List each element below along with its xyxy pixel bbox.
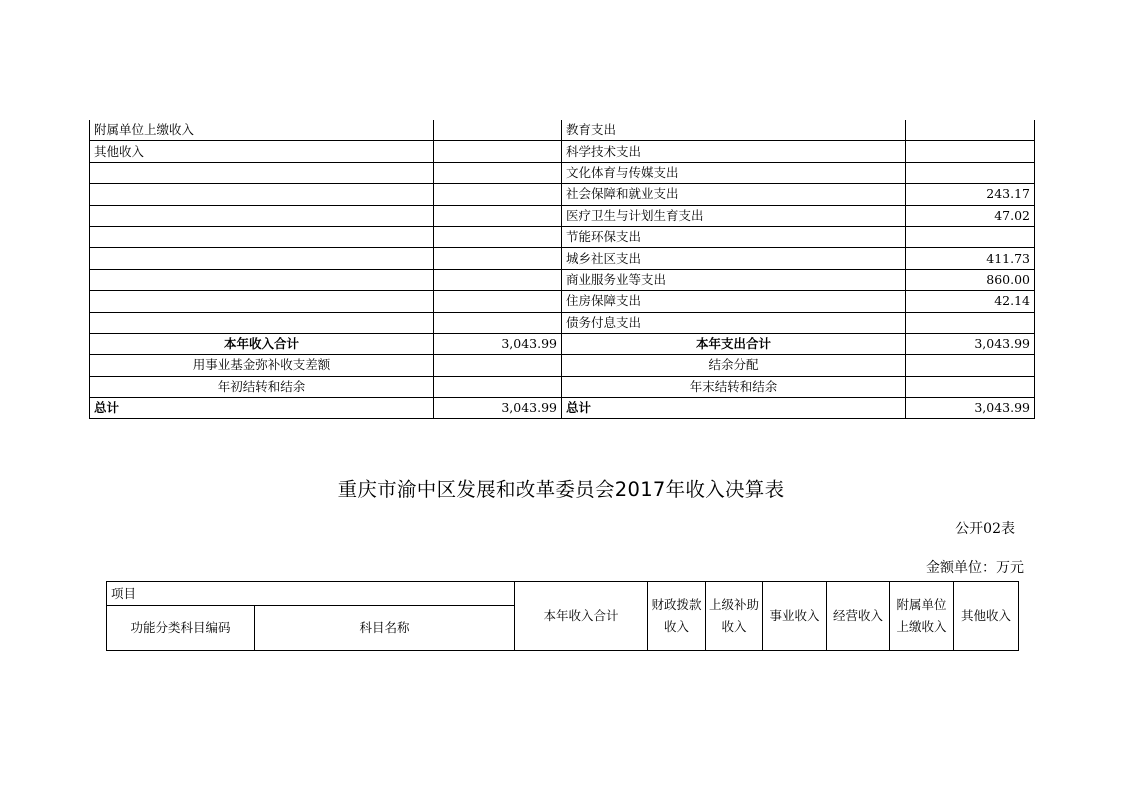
table-row	[90, 120, 1035, 141]
income-amount-cell	[434, 269, 562, 290]
income-item-cell	[90, 248, 434, 269]
expense-item-cell: 社会保障和就业支出	[562, 184, 906, 205]
grand-total-expense-value: 3,043.99	[906, 398, 1035, 419]
expense-item-cell: 科学技术支出	[562, 141, 906, 162]
expense-amount-cell	[906, 120, 1035, 141]
summary-totals	[90, 333, 1035, 419]
amount-unit: 金额单位：万元	[926, 560, 1024, 576]
function-code-header: 功能分类科目编码	[107, 606, 255, 651]
expense-item-cell: 医疗卫生与计划生育支出	[562, 205, 906, 226]
expense-item-cell: 住房保障支出	[562, 291, 906, 312]
income-item-cell	[90, 269, 434, 290]
table-row	[90, 248, 1035, 269]
income-amount-cell	[434, 226, 562, 247]
expense-item-cell: 节能环保支出	[562, 226, 906, 247]
year-expense-total-label: 本年支出合计	[562, 333, 906, 354]
form-number: 公开02表	[955, 521, 1015, 537]
grand-total-row	[90, 398, 1035, 419]
closing-balance-label: 年末结转和结余	[562, 376, 906, 397]
income-amount-cell	[434, 141, 562, 162]
income-item-cell: 其他收入	[90, 141, 434, 162]
superior-subsidy-header: 上级补助收入	[706, 582, 763, 651]
income-amount-cell	[434, 312, 562, 333]
expense-item-cell: 商业服务业等支出	[562, 269, 906, 290]
expense-amount-cell: 47.02	[906, 205, 1035, 226]
closing-balance-value	[906, 376, 1035, 397]
summary-table-body	[90, 120, 1035, 333]
income-amount-cell	[434, 120, 562, 141]
other-income-header: 其他收入	[954, 582, 1019, 651]
table-row	[90, 269, 1035, 290]
fund-offset-value	[434, 355, 562, 376]
grand-total-income-label: 总计	[90, 398, 434, 419]
income-amount-cell	[434, 291, 562, 312]
expense-item-cell: 教育支出	[562, 120, 906, 141]
expense-amount-cell: 243.17	[906, 184, 1035, 205]
table-row	[90, 205, 1035, 226]
grand-total-expense-label: 总计	[562, 398, 906, 419]
table-row	[90, 141, 1035, 162]
year-income-total-value: 3,043.99	[434, 333, 562, 354]
expense-amount-cell: 42.14	[906, 291, 1035, 312]
table-row	[90, 312, 1035, 333]
year-income-total-header: 本年收入合计	[515, 582, 648, 651]
report-title: 重庆市渝中区发展和改革委员会2017年收入决算表	[337, 478, 785, 501]
expense-amount-cell	[906, 162, 1035, 183]
income-item-cell	[90, 205, 434, 226]
income-item-cell	[90, 184, 434, 205]
fund-offset-label: 用事业基金弥补收支差额	[90, 355, 434, 376]
income-amount-cell	[434, 162, 562, 183]
expense-amount-cell: 411.73	[906, 248, 1035, 269]
expense-item-cell: 城乡社区支出	[562, 248, 906, 269]
table-row	[90, 184, 1035, 205]
project-header: 项目	[107, 582, 515, 606]
income-item-cell	[90, 162, 434, 183]
business-income-header: 事业收入	[763, 582, 827, 651]
income-amount-cell	[434, 184, 562, 205]
income-expense-summary-table	[89, 120, 1035, 419]
expense-item-cell: 文化体育与传媒支出	[562, 162, 906, 183]
subject-name-header: 科目名称	[255, 606, 515, 651]
income-item-cell: 附属单位上缴收入	[90, 120, 434, 141]
income-item-cell	[90, 291, 434, 312]
operating-income-header: 经营收入	[827, 582, 890, 651]
header-row-1	[107, 582, 1019, 606]
expense-amount-cell	[906, 312, 1035, 333]
expense-amount-cell: 860.00	[906, 269, 1035, 290]
year-income-total-label: 本年收入合计	[90, 333, 434, 354]
surplus-distribution-label: 结余分配	[562, 355, 906, 376]
opening-balance-label: 年初结转和结余	[90, 376, 434, 397]
expense-amount-cell	[906, 141, 1035, 162]
income-report-header-table	[106, 581, 1019, 651]
table-row	[90, 226, 1035, 247]
grand-total-income-value: 3,043.99	[434, 398, 562, 419]
balance-row	[90, 376, 1035, 397]
fund-offset-row	[90, 355, 1035, 376]
income-item-cell	[90, 226, 434, 247]
table-row	[90, 291, 1035, 312]
expense-item-cell: 债务付息支出	[562, 312, 906, 333]
expense-amount-cell	[906, 226, 1035, 247]
opening-balance-value	[434, 376, 562, 397]
income-amount-cell	[434, 248, 562, 269]
income-amount-cell	[434, 205, 562, 226]
surplus-distribution-value	[906, 355, 1035, 376]
year-expense-total-value: 3,043.99	[906, 333, 1035, 354]
income-item-cell	[90, 312, 434, 333]
affiliate-income-header: 附属单位上缴收入	[890, 582, 954, 651]
year-total-row	[90, 333, 1035, 354]
fiscal-allocation-header: 财政拨款收入	[648, 582, 706, 651]
table-row	[90, 162, 1035, 183]
